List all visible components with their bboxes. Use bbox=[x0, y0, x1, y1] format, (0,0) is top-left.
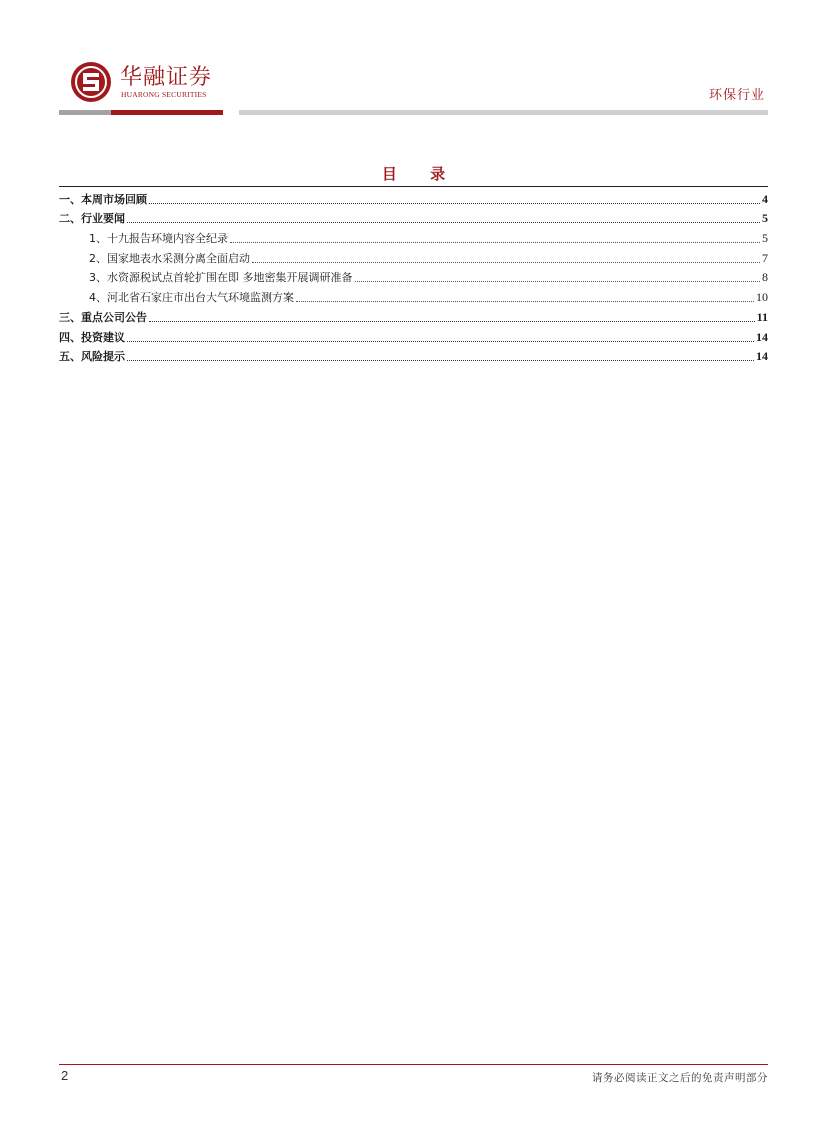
toc-page-number: 5 bbox=[762, 231, 768, 246]
toc-entry-text: 三、重点公司公告 bbox=[59, 310, 147, 324]
toc-page-number: 7 bbox=[762, 250, 768, 265]
toc-entry[interactable] bbox=[59, 248, 768, 268]
toc-entry-text: 二、行业要闻 bbox=[59, 212, 125, 226]
toc-page-number: 8 bbox=[762, 270, 768, 285]
header-bar-gray bbox=[59, 110, 111, 115]
toc-leader-dots bbox=[296, 301, 754, 302]
toc-entry[interactable] bbox=[59, 189, 768, 209]
toc-leader-dots bbox=[149, 203, 760, 204]
toc-page-number: 14 bbox=[756, 329, 768, 344]
toc-leader-dots bbox=[127, 222, 760, 223]
toc-page-number: 10 bbox=[756, 290, 768, 305]
footer-disclaimer: 请务必阅读正文之后的免责声明部分 bbox=[592, 1072, 768, 1084]
toc-title: 目 录 bbox=[381, 165, 460, 183]
toc-page-number: 14 bbox=[756, 349, 768, 364]
toc-leader-dots bbox=[355, 281, 761, 282]
toc-leader-dots bbox=[127, 360, 754, 361]
toc-entry[interactable] bbox=[59, 327, 768, 347]
toc-entry-text: 五、风险提示 bbox=[59, 350, 125, 364]
header-bar-red bbox=[111, 110, 223, 115]
company-logo bbox=[70, 58, 250, 108]
toc-entry[interactable] bbox=[59, 209, 768, 229]
toc-entry-text: 一、本周市场回顾 bbox=[59, 192, 147, 206]
industry-label: 环保行业 bbox=[708, 88, 765, 103]
huarong-logo-icon bbox=[70, 61, 112, 103]
toc-leader-dots bbox=[252, 262, 760, 263]
brand-name-en: HUARONG SECURITIES bbox=[121, 90, 207, 99]
toc-entry-text: 2、国家地表水采测分离全面启动 bbox=[89, 251, 250, 265]
toc-title-rule bbox=[59, 186, 768, 187]
brand-name-cn: 华融证券 bbox=[120, 65, 213, 90]
header-bar-light bbox=[239, 110, 768, 115]
toc-entry[interactable] bbox=[59, 347, 768, 367]
table-of-contents bbox=[59, 189, 768, 366]
toc-leader-dots bbox=[149, 321, 755, 322]
toc-entry[interactable] bbox=[59, 287, 768, 307]
toc-entry[interactable] bbox=[59, 228, 768, 248]
toc-entry-text: 4、河北省石家庄市出台大气环境监测方案 bbox=[89, 291, 294, 305]
toc-entry-text: 3、水资源税试点首轮扩围在即 多地密集开展调研准备 bbox=[89, 271, 353, 285]
toc-leader-dots bbox=[230, 242, 760, 243]
toc-leader-dots bbox=[127, 341, 754, 342]
toc-entry-text: 1、十九报告环境内容全纪录 bbox=[89, 232, 228, 246]
footer-rule bbox=[59, 1064, 768, 1065]
toc-page-number: 5 bbox=[762, 211, 768, 226]
toc-entry-text: 四、投资建议 bbox=[59, 330, 125, 344]
toc-entry[interactable] bbox=[59, 307, 768, 327]
toc-page-number: 4 bbox=[762, 191, 768, 206]
toc-page-number: 11 bbox=[756, 309, 768, 324]
toc-entry[interactable] bbox=[59, 268, 768, 288]
page-number: 2 bbox=[61, 1068, 69, 1083]
